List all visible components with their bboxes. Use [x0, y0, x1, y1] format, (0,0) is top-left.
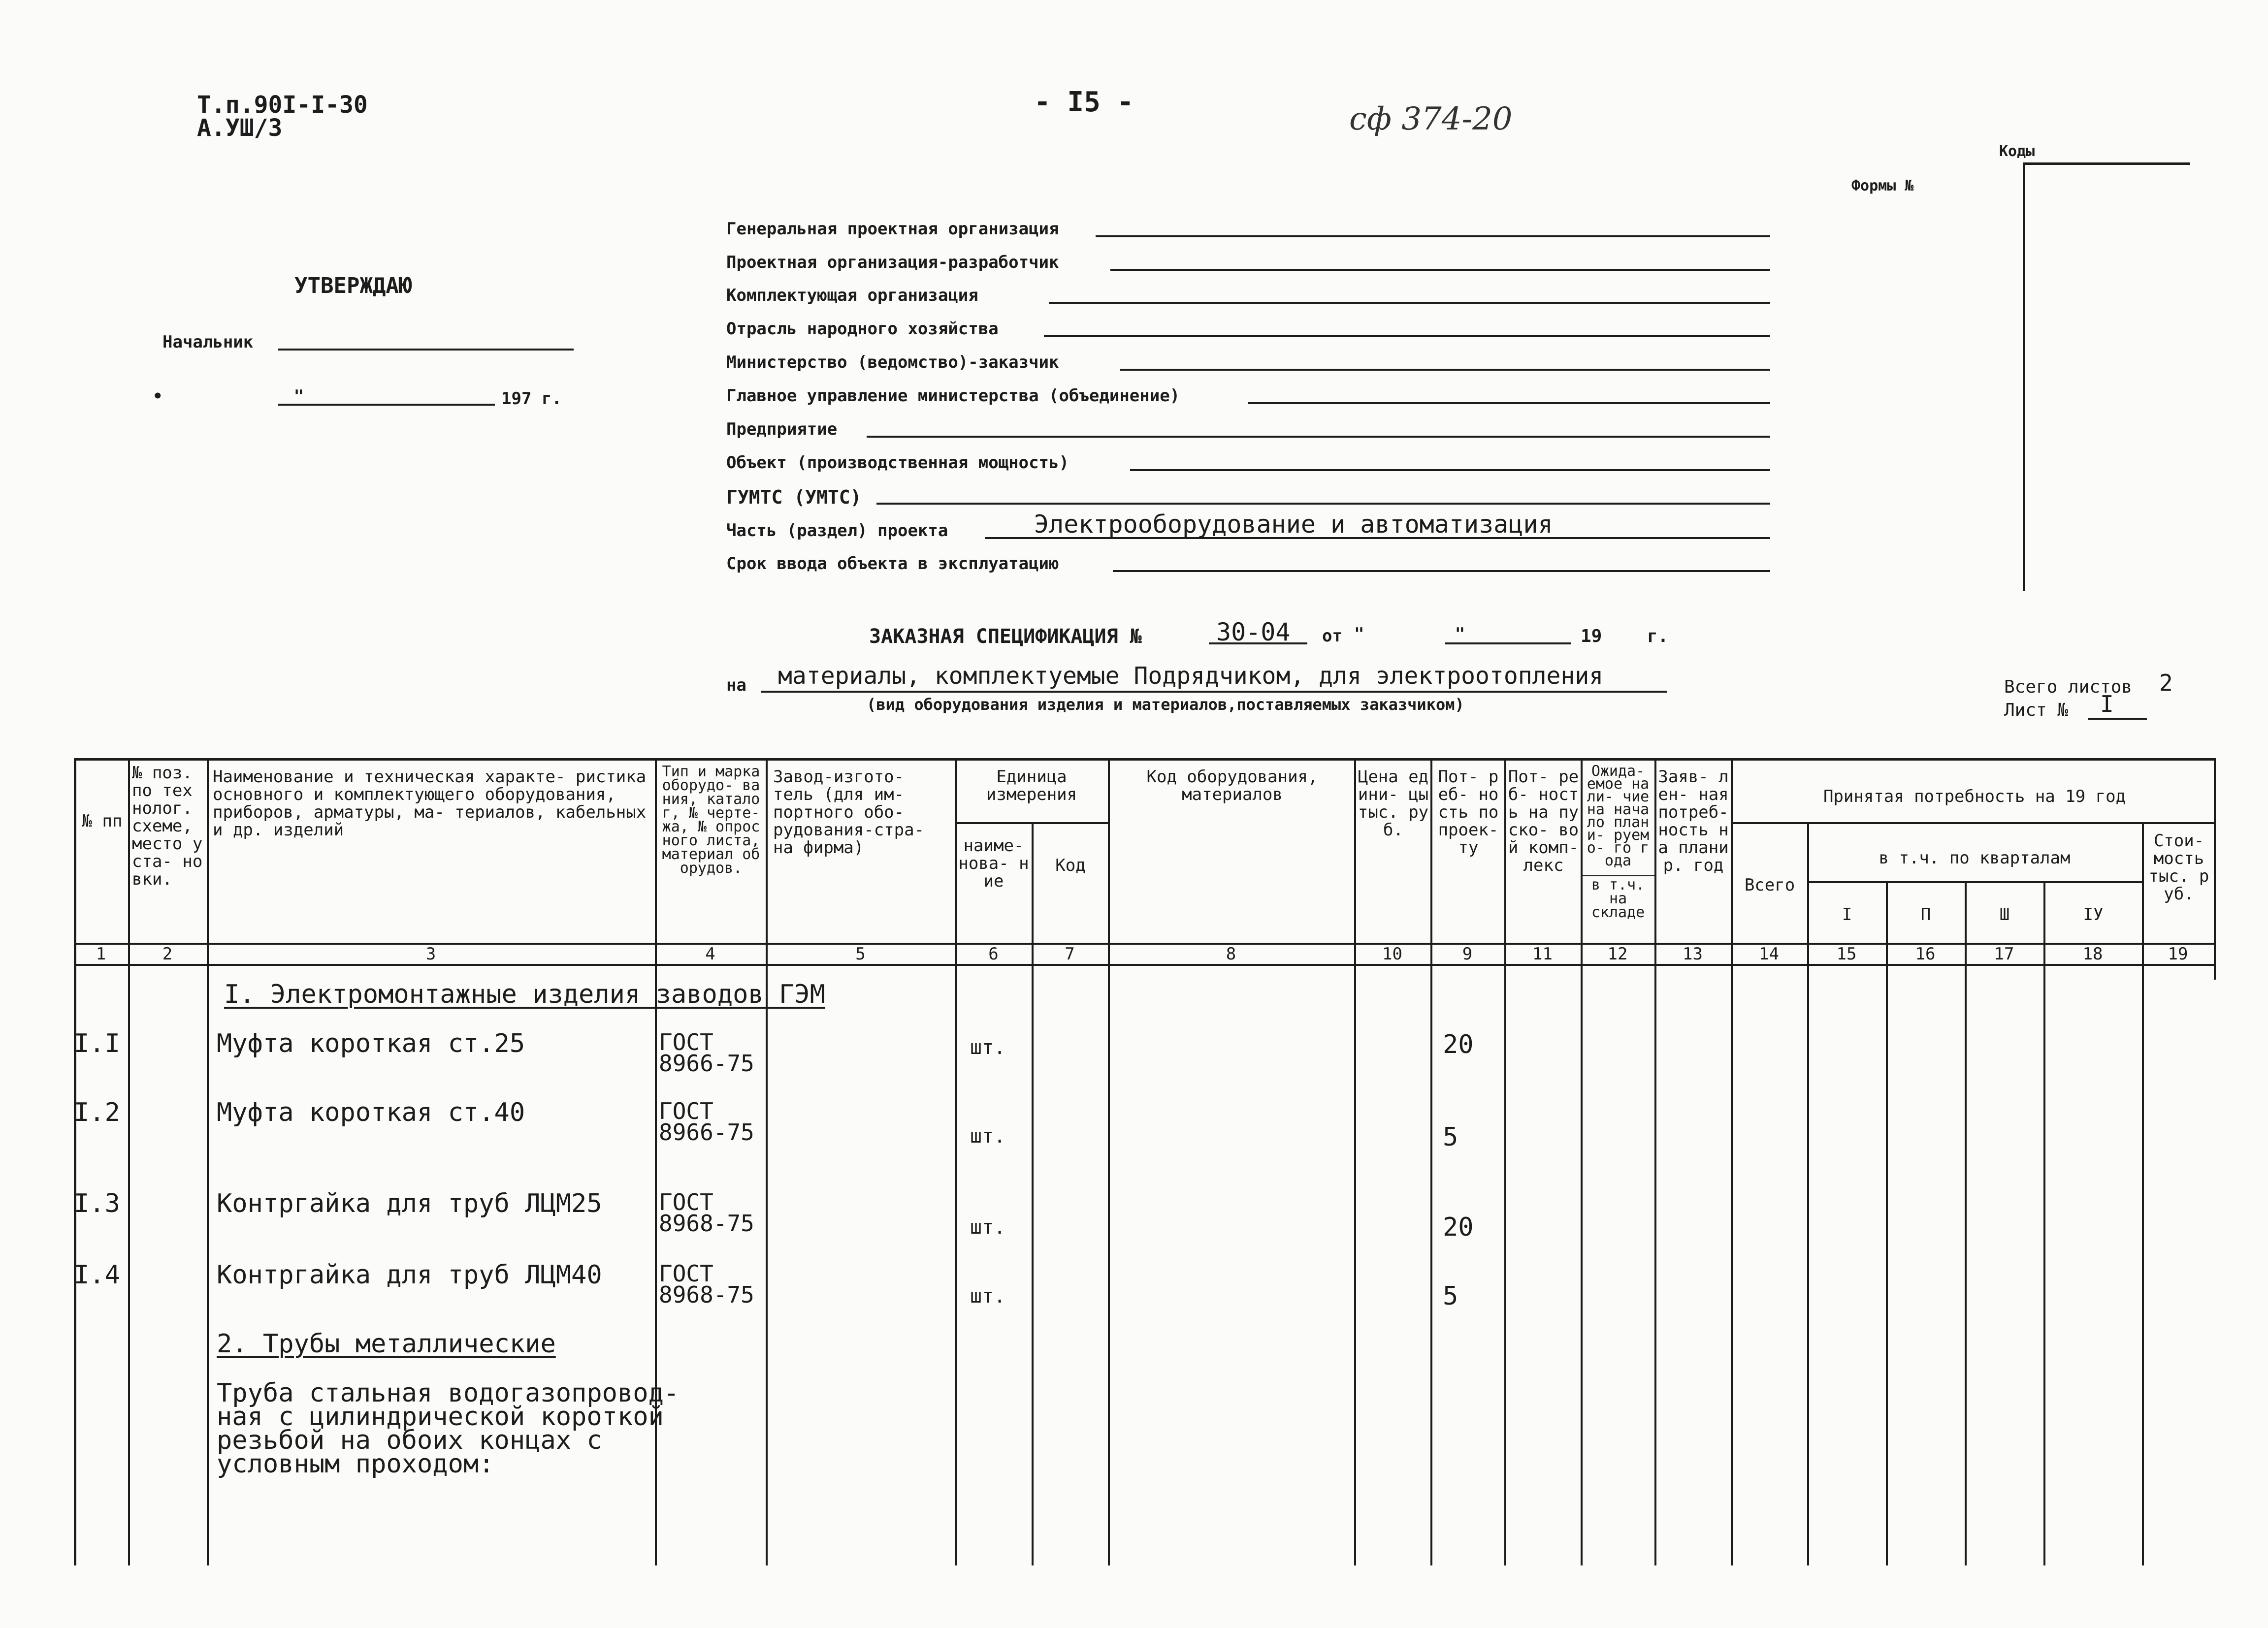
- row-qty: 5: [1443, 1281, 1458, 1311]
- row-name: Контргайка для труб ЛЦМ25: [217, 1189, 602, 1218]
- spec-date-line: [1445, 642, 1571, 644]
- col-line: [1108, 758, 1110, 1565]
- section2-title: [217, 1329, 556, 1359]
- colnum: 16: [1915, 945, 1936, 963]
- org-field-label: Министерство (ведомство)-заказчик: [726, 352, 1059, 372]
- colnum: 12: [1607, 945, 1628, 963]
- col-line: [207, 758, 209, 1565]
- row-type-a: ГОСТ: [659, 1029, 713, 1055]
- section2-line: резьбой на обоих концах с: [217, 1426, 602, 1455]
- hdr-c2: № поз. по тех нолог. схеме, место уста- новки.: [132, 764, 203, 889]
- section2-title-text: 2. Трубы металлические: [217, 1329, 556, 1359]
- colnum: 18: [2082, 945, 2103, 963]
- hdr-c14: Всего: [1744, 876, 1795, 895]
- colnum: 8: [1226, 945, 1236, 963]
- hdr-c5: Завод-изгото- тель (для им- портного обо- рудования-стра- на фирма): [773, 768, 925, 858]
- colnum: 4: [705, 945, 715, 963]
- section1-title-text: I. Электромонтажные изделия заводов ГЭМ: [224, 980, 825, 1009]
- stock-subheader-line: [1581, 875, 1654, 876]
- spec-table: [74, 758, 2216, 1565]
- colnum: 1: [96, 945, 106, 963]
- spec-subject-caption: (вид оборудования изделия и материалов,поставляемых заказчиком): [867, 695, 1464, 714]
- hdr-accepted: Принятая потребность на 19 год: [1823, 788, 2126, 806]
- colnum: 9: [1462, 945, 1473, 963]
- colnum: 11: [1532, 945, 1553, 963]
- page-number: - I5 -: [1034, 86, 1134, 118]
- row-no: I.3: [74, 1189, 120, 1218]
- colnum: 19: [2168, 945, 2188, 963]
- spec-na-label: на: [726, 675, 746, 695]
- row-name: Муфта короткая ст.40: [217, 1098, 525, 1127]
- col-line: [2214, 758, 2216, 980]
- sheet-label: [2004, 700, 2068, 720]
- hdr-c10: Цена едини- цы тыс. руб.: [1358, 768, 1429, 840]
- hdr-c17: Ш: [1999, 906, 2010, 925]
- row-type-b: 8968-75: [659, 1281, 754, 1308]
- row-unit: шт.: [970, 1036, 1006, 1059]
- spec-subject: материалы, комплектуемые Подрядчиком, для электроотопления: [778, 662, 1604, 690]
- hdr-c11: Пот- реб- ность на пуско- вой комп- лекс: [1508, 768, 1579, 875]
- org-field-line: [1113, 570, 1770, 572]
- hdr-c18: IУ: [2083, 906, 2104, 925]
- org-field-label: Срок ввода объекта в эксплуатацию: [726, 554, 1059, 574]
- row-name: Муфта короткая ст.25: [217, 1029, 525, 1058]
- org-field-label: Главное управление министерства (объединение): [726, 386, 1180, 406]
- colnum: 15: [1836, 945, 1857, 963]
- org-field-line: [876, 503, 1770, 505]
- sheet-number: I: [2100, 691, 2114, 717]
- hdr-unit: Единица измерения: [986, 768, 1077, 804]
- row-unit: шт.: [970, 1216, 1006, 1239]
- colnum: 5: [855, 945, 866, 963]
- hdr-c7: Код: [1055, 857, 1086, 875]
- hdr-quarters: в т.ч. по кварталам: [1879, 849, 2071, 868]
- hdr-c1: № пп: [82, 812, 123, 831]
- org-field-line: [867, 436, 1770, 438]
- org-field-label: Объект (производственная мощность): [726, 453, 1069, 473]
- row-qty: 20: [1443, 1030, 1474, 1059]
- org-field-line: [1120, 369, 1770, 371]
- section2-line: ная с цилиндрической короткой: [217, 1402, 664, 1432]
- row-type-a: ГОСТ: [659, 1260, 713, 1287]
- col-line: [1965, 881, 1967, 1565]
- col-line: [1731, 758, 1733, 1565]
- spec-title: ЗАКАЗНАЯ СПЕЦИФИКАЦИЯ №: [869, 625, 1142, 648]
- quarters-subheader-line: [1807, 881, 2142, 883]
- approval-date-line: [278, 404, 495, 406]
- org-field-line: [985, 537, 1770, 539]
- org-field-line: [1110, 269, 1770, 271]
- row-unit: шт.: [970, 1125, 1006, 1148]
- row-type-a: ГОСТ: [659, 1098, 713, 1124]
- chief-signature-line: [278, 349, 574, 351]
- org-field-label: Проектная организация-разработчик: [726, 253, 1059, 272]
- colnum: 3: [425, 945, 436, 963]
- row-qty: 5: [1443, 1122, 1458, 1152]
- org-field-label: Комплектующая организация: [726, 286, 978, 305]
- codes-box-left: [2023, 162, 2025, 591]
- section1-title: [224, 982, 825, 1007]
- colnum: 2: [162, 945, 173, 963]
- row-no: I.I: [74, 1029, 120, 1058]
- hdr-c4: Тип и марка оборудо- вания, каталог, № черте- жа, № опросного листа, материал оборудов.: [662, 765, 760, 877]
- section2-line: условным проходом:: [217, 1449, 494, 1479]
- col-line: [1654, 758, 1656, 1565]
- table-top-border: [74, 758, 2216, 761]
- org-field-label: Отрасль народного хозяйства: [726, 319, 999, 339]
- org-field-line: [1130, 469, 1770, 471]
- section2-line: Труба стальная водогазопровод-: [217, 1378, 680, 1408]
- sheet-number-line: [2088, 718, 2147, 720]
- org-field-label: Часть (раздел) проекта: [726, 521, 948, 541]
- chief-label: Начальник: [162, 332, 254, 352]
- codes-box-top: [2023, 162, 2190, 165]
- col-line: [2043, 881, 2045, 1565]
- org-field-label: ГУМТС (УМТС): [726, 486, 862, 508]
- spec-g: г.: [1647, 626, 1669, 646]
- total-sheets-value: 2: [2159, 670, 2173, 696]
- org-field-line: [1096, 235, 1770, 237]
- col-line: [655, 758, 657, 1565]
- col-line: [1032, 822, 1034, 1565]
- colnum: 13: [1683, 945, 1703, 963]
- row-type-b: 8968-75: [659, 1210, 754, 1237]
- table-colnum-bottom: [74, 964, 2216, 966]
- row-name: Контргайка для труб ЛЦМ40: [217, 1260, 602, 1290]
- hdr-c13: Заяв- лен- ная потреб- ность на планир. год: [1658, 768, 1729, 875]
- doc-code-line1: Т.п.90I-I-30: [197, 91, 368, 119]
- handwritten-ref: сф 374-20: [1349, 101, 1513, 137]
- row-type-b: 8966-75: [659, 1050, 754, 1077]
- row-no: I.2: [74, 1098, 120, 1127]
- sheet-label-text: Лист №: [2004, 700, 2069, 720]
- col-line: [1886, 881, 1888, 1565]
- col-line: [1504, 758, 1506, 1565]
- kody-label: Коды: [1999, 143, 2035, 160]
- hdr-c12b: в т.ч. на складе: [1591, 878, 1645, 921]
- forma-label: Формы №: [1851, 177, 1914, 194]
- row-unit: шт.: [970, 1285, 1006, 1308]
- hdr-c15: I: [1842, 906, 1852, 925]
- org-field-line: [1044, 335, 1770, 337]
- colnum: 17: [1994, 945, 2014, 963]
- colnum: 10: [1382, 945, 1402, 963]
- col-line: [766, 758, 768, 1565]
- hdr-c8: Код оборудования, материалов: [1146, 768, 1318, 804]
- spec-number-line: [1209, 642, 1307, 644]
- total-sheets-label: Всего листов: [2004, 677, 2133, 697]
- spec-number: 30-04: [1216, 618, 1291, 646]
- org-field-line: [1248, 402, 1770, 404]
- spec-from: от: [1322, 626, 1342, 646]
- colnum: 14: [1759, 945, 1779, 963]
- date-quote-marks: • ": [153, 386, 304, 406]
- col-line: [74, 758, 76, 1565]
- hdr-c9: Пот- реб- ность по проек- ту: [1438, 768, 1499, 858]
- hdr-c16: П: [1920, 906, 1931, 925]
- spec-date-quotes: " ": [1354, 624, 1465, 644]
- doc-code-line2: А.УШ/3: [197, 114, 283, 142]
- hdr-c3: Наименование и техническая характе- ристика основного и комплектующего оборудования, приборов, арматуры, ма- териалов, кабельных и др. изделий: [213, 768, 647, 840]
- hdr-c12: Ожида- емое нали- чие на начало плани- руемо- го года: [1587, 765, 1650, 869]
- spec-year: 19: [1581, 626, 1602, 646]
- col-line: [1807, 822, 1809, 1565]
- row-qty: 20: [1443, 1213, 1474, 1242]
- approval-year: 197 г.: [501, 389, 562, 409]
- col-line: [1430, 758, 1432, 1565]
- table-header-bottom: [74, 943, 2216, 945]
- colnum: 6: [988, 945, 999, 963]
- col-line: [1354, 758, 1356, 1565]
- hdr-c19: Стои- мость тыс. руб.: [2148, 832, 2209, 904]
- row-no: I.4: [74, 1260, 120, 1290]
- org-field-line: [1049, 302, 1770, 304]
- spec-subject-line: [761, 691, 1667, 693]
- project-part-value: Электрооборудование и автоматизация: [1034, 510, 1553, 539]
- col-line: [128, 758, 130, 1565]
- hdr-c6: наиме- нова- ние: [958, 837, 1029, 891]
- org-field-label: Генеральная проектная организация: [726, 219, 1059, 239]
- org-field-label: Предприятие: [726, 419, 838, 439]
- approval-title: УТВЕРЖДАЮ: [294, 273, 412, 298]
- col-line: [2142, 822, 2144, 1565]
- colnum: 7: [1065, 945, 1075, 963]
- row-type-b: 8966-75: [659, 1119, 754, 1146]
- row-type-a: ГОСТ: [659, 1189, 713, 1215]
